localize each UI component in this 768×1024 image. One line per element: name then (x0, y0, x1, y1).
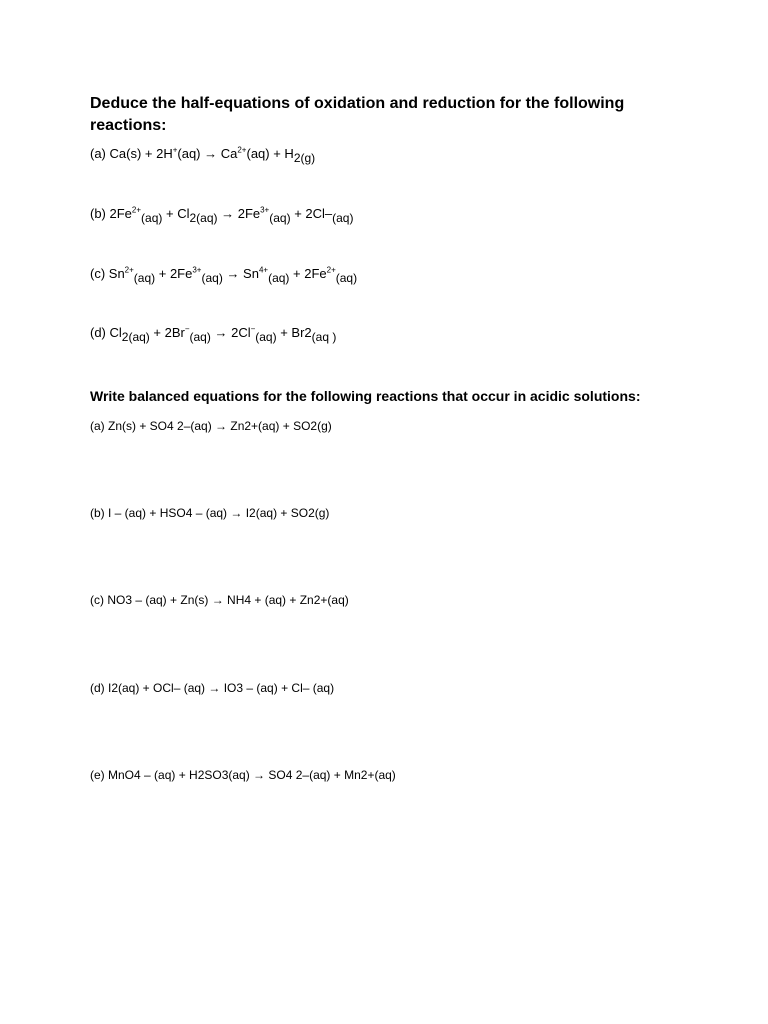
text-run: (aq) → Ca (177, 146, 238, 161)
superscript: 2+ (131, 205, 142, 215)
subscript: (aq) (335, 271, 358, 286)
superscript: 3+ (192, 265, 202, 275)
superscript: 4+ (258, 265, 269, 275)
text-run: + 2Fe (155, 266, 193, 281)
text-run: (a) Ca(s) + 2H (90, 146, 173, 161)
text-run: → 2Fe (217, 206, 261, 221)
superscript: 2+ (326, 265, 336, 275)
text-run: (b) 2Fe (90, 206, 132, 221)
equation-2a: (a) Zn(s) + SO4 2–(aq) → Zn2+(aq) + SO2(g) (90, 419, 332, 433)
section2-heading: Write balanced equations for the following reactions that occur in acidic solutions: (90, 388, 641, 404)
text-run: (d) Cl (90, 325, 122, 340)
subscript: (aq) (133, 271, 156, 286)
superscript: − (250, 324, 256, 334)
text-run: (c) Sn (90, 266, 125, 281)
text-run: → 2Cl (210, 325, 251, 340)
subscript: 2(g) (293, 151, 316, 166)
equation-2d: (d) I2(aq) + OCl– (aq) → IO3 – (aq) + Cl– (aq) (90, 681, 335, 695)
text-run: + 2Br (149, 325, 185, 340)
equation-2c: (c) NO3 – (aq) + Zn(s) → NH4 + (aq) + Zn2+(aq) (90, 593, 349, 607)
equation-1d (90, 324, 337, 345)
equation-2b: (b) I – (aq) + HSO4 – (aq) → I2(aq) + SO2(g) (90, 506, 330, 520)
subscript: 2(aq) (189, 211, 218, 226)
equation-1a (90, 145, 316, 166)
subscript: (aq) (255, 330, 277, 345)
equation-1b (90, 205, 354, 226)
text-run: + Cl (162, 206, 190, 221)
subscript: (aq ) (311, 330, 337, 345)
subscript: (aq) (189, 330, 211, 345)
text-run: + 2Cl– (290, 206, 333, 221)
text-run: + Br2 (276, 325, 312, 340)
subscript: (aq) (269, 211, 291, 226)
superscript: + (172, 145, 178, 155)
subscript: (aq) (268, 271, 290, 286)
text-run: + 2Fe (289, 266, 327, 281)
superscript: − (184, 324, 190, 334)
equation-1c (90, 265, 358, 286)
subscript: (aq) (201, 271, 223, 286)
subscript: 2(aq) (121, 330, 150, 345)
superscript: 2+ (237, 145, 247, 155)
section1-heading: Deduce the half-equations of oxidation and reduction for the following reactions: (90, 95, 625, 134)
text-run: → Sn (222, 266, 259, 281)
superscript: 3+ (260, 205, 270, 215)
subscript: (aq) (141, 211, 163, 226)
superscript: 2+ (124, 265, 134, 275)
equation-2e: (e) MnO4 – (aq) + H2SO3(aq) → SO4 2–(aq) + Mn2+(aq) (90, 768, 396, 782)
text-run: (aq) + H (246, 146, 294, 161)
subscript: (aq) (332, 211, 354, 226)
